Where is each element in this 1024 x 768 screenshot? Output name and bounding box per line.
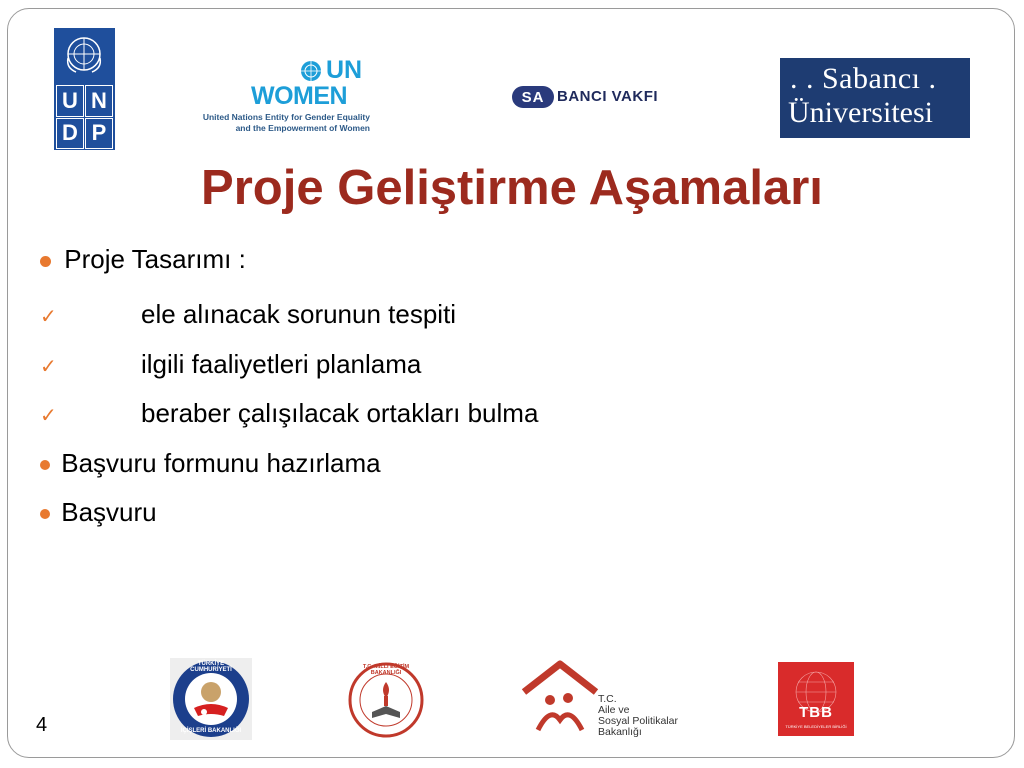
tbb-logo xyxy=(778,662,854,736)
undp-letter-n: N xyxy=(86,86,112,116)
bullet-text: Başvuru xyxy=(61,497,157,527)
undp-letter-u: U xyxy=(57,86,83,116)
bullet-text: Proje Tasarımı : xyxy=(64,244,246,274)
meb-logo xyxy=(345,660,427,740)
icisleri-bottom-text: İÇİŞLERİ BAKANLIĞI xyxy=(180,728,242,734)
tbb-sub-text: TÜRKİYE BELEDİYELER BİRLİĞİ xyxy=(785,724,847,729)
aile-bakanligi-logo xyxy=(520,660,690,740)
bullet-dot-icon xyxy=(40,460,50,470)
unwomen-tagline-1: United Nations Entity for Gender Equality xyxy=(202,112,370,122)
check-text: ele alınacak sorunun tespiti xyxy=(141,299,457,329)
checkmark-icon: ✓ xyxy=(40,306,57,328)
unwomen-women-text: WOMEN xyxy=(251,82,348,110)
checkmark-icon: ✓ xyxy=(40,356,57,378)
check-item xyxy=(40,348,660,383)
bullet-item xyxy=(40,243,246,275)
aile-line3: Sosyal Politikalar xyxy=(598,715,678,727)
sabanci-vakfi-text: BANCI VAKFI xyxy=(557,88,659,105)
sabanci-uni-line2: Üniversitesi xyxy=(788,96,933,129)
bullet-dot-icon xyxy=(40,509,50,519)
slide-title: Proje Geliştirme Aşamaları xyxy=(201,161,823,215)
unwomen-tagline xyxy=(190,112,370,134)
aile-line4: Bakanlığı xyxy=(598,726,642,738)
sabanci-vakfi-logo xyxy=(512,86,712,110)
aile-text xyxy=(598,694,678,738)
tbb-text: TBB xyxy=(799,704,833,721)
icisleri-logo xyxy=(170,658,252,740)
aile-line2: Aile ve xyxy=(598,704,630,716)
icisleri-top-text: TÜRKİYE CUMHURİYETİ xyxy=(190,661,232,673)
meb-text: T.C. MİLLİ EĞİTİM BAKANLIĞI xyxy=(362,664,410,676)
check-item xyxy=(40,397,680,432)
check-text: beraber çalışılacak ortakları bulma xyxy=(141,398,539,428)
checkmark-icon: ✓ xyxy=(40,405,57,427)
aile-house-icon xyxy=(520,660,600,740)
bullet-item xyxy=(40,496,157,528)
sabanci-uni-line1: . . Sabancı . xyxy=(790,62,937,95)
un-emblem-icon xyxy=(300,60,322,82)
undp-logo xyxy=(54,28,115,150)
check-text: ilgili faaliyetleri planlama xyxy=(141,349,422,379)
bullet-text: Başvuru formunu hazırlama xyxy=(61,448,381,478)
undp-letter-p: P xyxy=(86,119,112,149)
unwomen-un-text: UN xyxy=(326,56,363,84)
check-item xyxy=(40,298,660,333)
sabanci-vakfi-sa: SA xyxy=(512,86,554,108)
sabanci-universitesi-logo xyxy=(780,58,970,138)
unwomen-tagline-2: and the Empowerment of Women xyxy=(235,123,370,133)
undp-letter-d: D xyxy=(57,119,83,149)
aile-line1: T.C. xyxy=(598,693,617,705)
un-emblem-icon xyxy=(64,34,104,74)
page-number: 4 xyxy=(36,714,48,736)
unwomen-logo xyxy=(200,58,380,140)
bullet-item xyxy=(40,447,381,479)
bullet-dot-icon xyxy=(40,256,51,267)
